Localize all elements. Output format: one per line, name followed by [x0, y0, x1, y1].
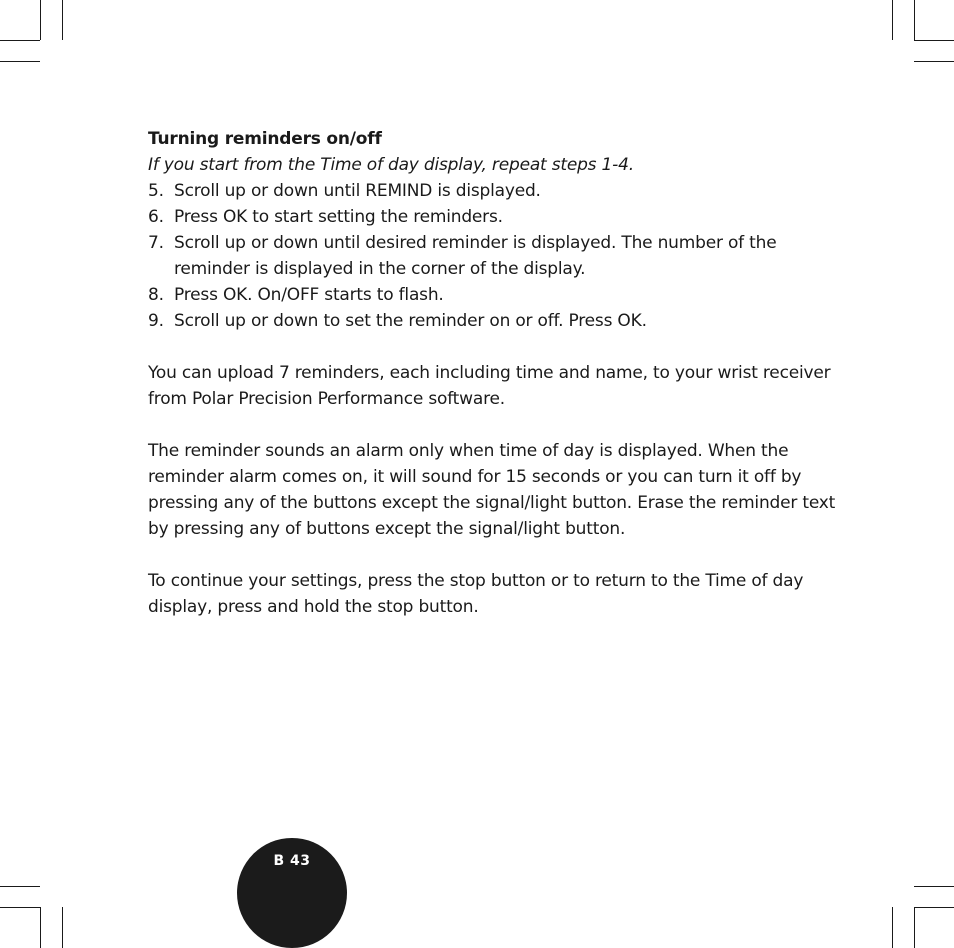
crop-mark: [914, 61, 954, 62]
document-body: [148, 126, 838, 620]
step-text: Scroll up or down until REMIND is displayed.: [174, 181, 541, 201]
step-text: Press OK. On/OFF starts to flash.: [174, 285, 444, 305]
crop-mark: [914, 907, 915, 948]
crop-mark: [0, 886, 40, 887]
crop-mark: [914, 40, 954, 41]
list-item: [148, 308, 838, 334]
step-text: Scroll up or down until desired reminder is displayed. The number of the reminder is displayed in the corner of the display.: [174, 233, 777, 279]
step-number: 7.: [148, 233, 164, 253]
section-heading: Turning reminders on/off: [148, 129, 382, 149]
list-item: [148, 230, 838, 282]
crop-mark: [0, 61, 40, 62]
crop-mark: [40, 907, 41, 948]
crop-mark: [914, 907, 954, 908]
step-text: Scroll up or down to set the reminder on or off. Press OK.: [174, 311, 647, 331]
crop-mark: [892, 0, 893, 40]
paragraph-spacer: [148, 542, 838, 568]
step-number: 6.: [148, 207, 164, 227]
crop-mark: [62, 907, 63, 948]
crop-mark: [892, 907, 893, 948]
paragraph-spacer: [148, 334, 838, 360]
step-number: 5.: [148, 181, 164, 201]
page-number: B 43: [273, 853, 311, 869]
page-number-tab: [237, 838, 347, 948]
crop-mark: [914, 0, 915, 40]
step-number: 9.: [148, 311, 164, 331]
paragraph-alarm: The reminder sounds an alarm only when time of day is displayed. When the reminder alarm comes on, it will sound for 15 seconds or you can turn it off by pressing any of the buttons except the signal/light button. Erase the reminder text by pressing any of buttons except the signal/light button.: [148, 441, 836, 539]
crop-mark: [40, 0, 41, 40]
steps-list: [148, 178, 838, 334]
crop-mark: [62, 0, 63, 40]
paragraph-upload: You can upload 7 reminders, each including time and name, to your wrist receiver from Polar Precision Performance software.: [148, 363, 831, 409]
crop-mark: [0, 907, 40, 908]
crop-mark: [0, 40, 40, 41]
step-number: 8.: [148, 285, 164, 305]
list-item: [148, 204, 838, 230]
crop-mark: [914, 886, 954, 887]
step-text: Press OK to start setting the reminders.: [174, 207, 503, 227]
list-item: [148, 178, 838, 204]
section-intro: If you start from the Time of day display, repeat steps 1-4.: [148, 155, 634, 175]
list-item: [148, 282, 838, 308]
paragraph-continue: To continue your settings, press the stop button or to return to the Time of day display, press and hold the stop button.: [148, 571, 804, 617]
paragraph-spacer: [148, 412, 838, 438]
